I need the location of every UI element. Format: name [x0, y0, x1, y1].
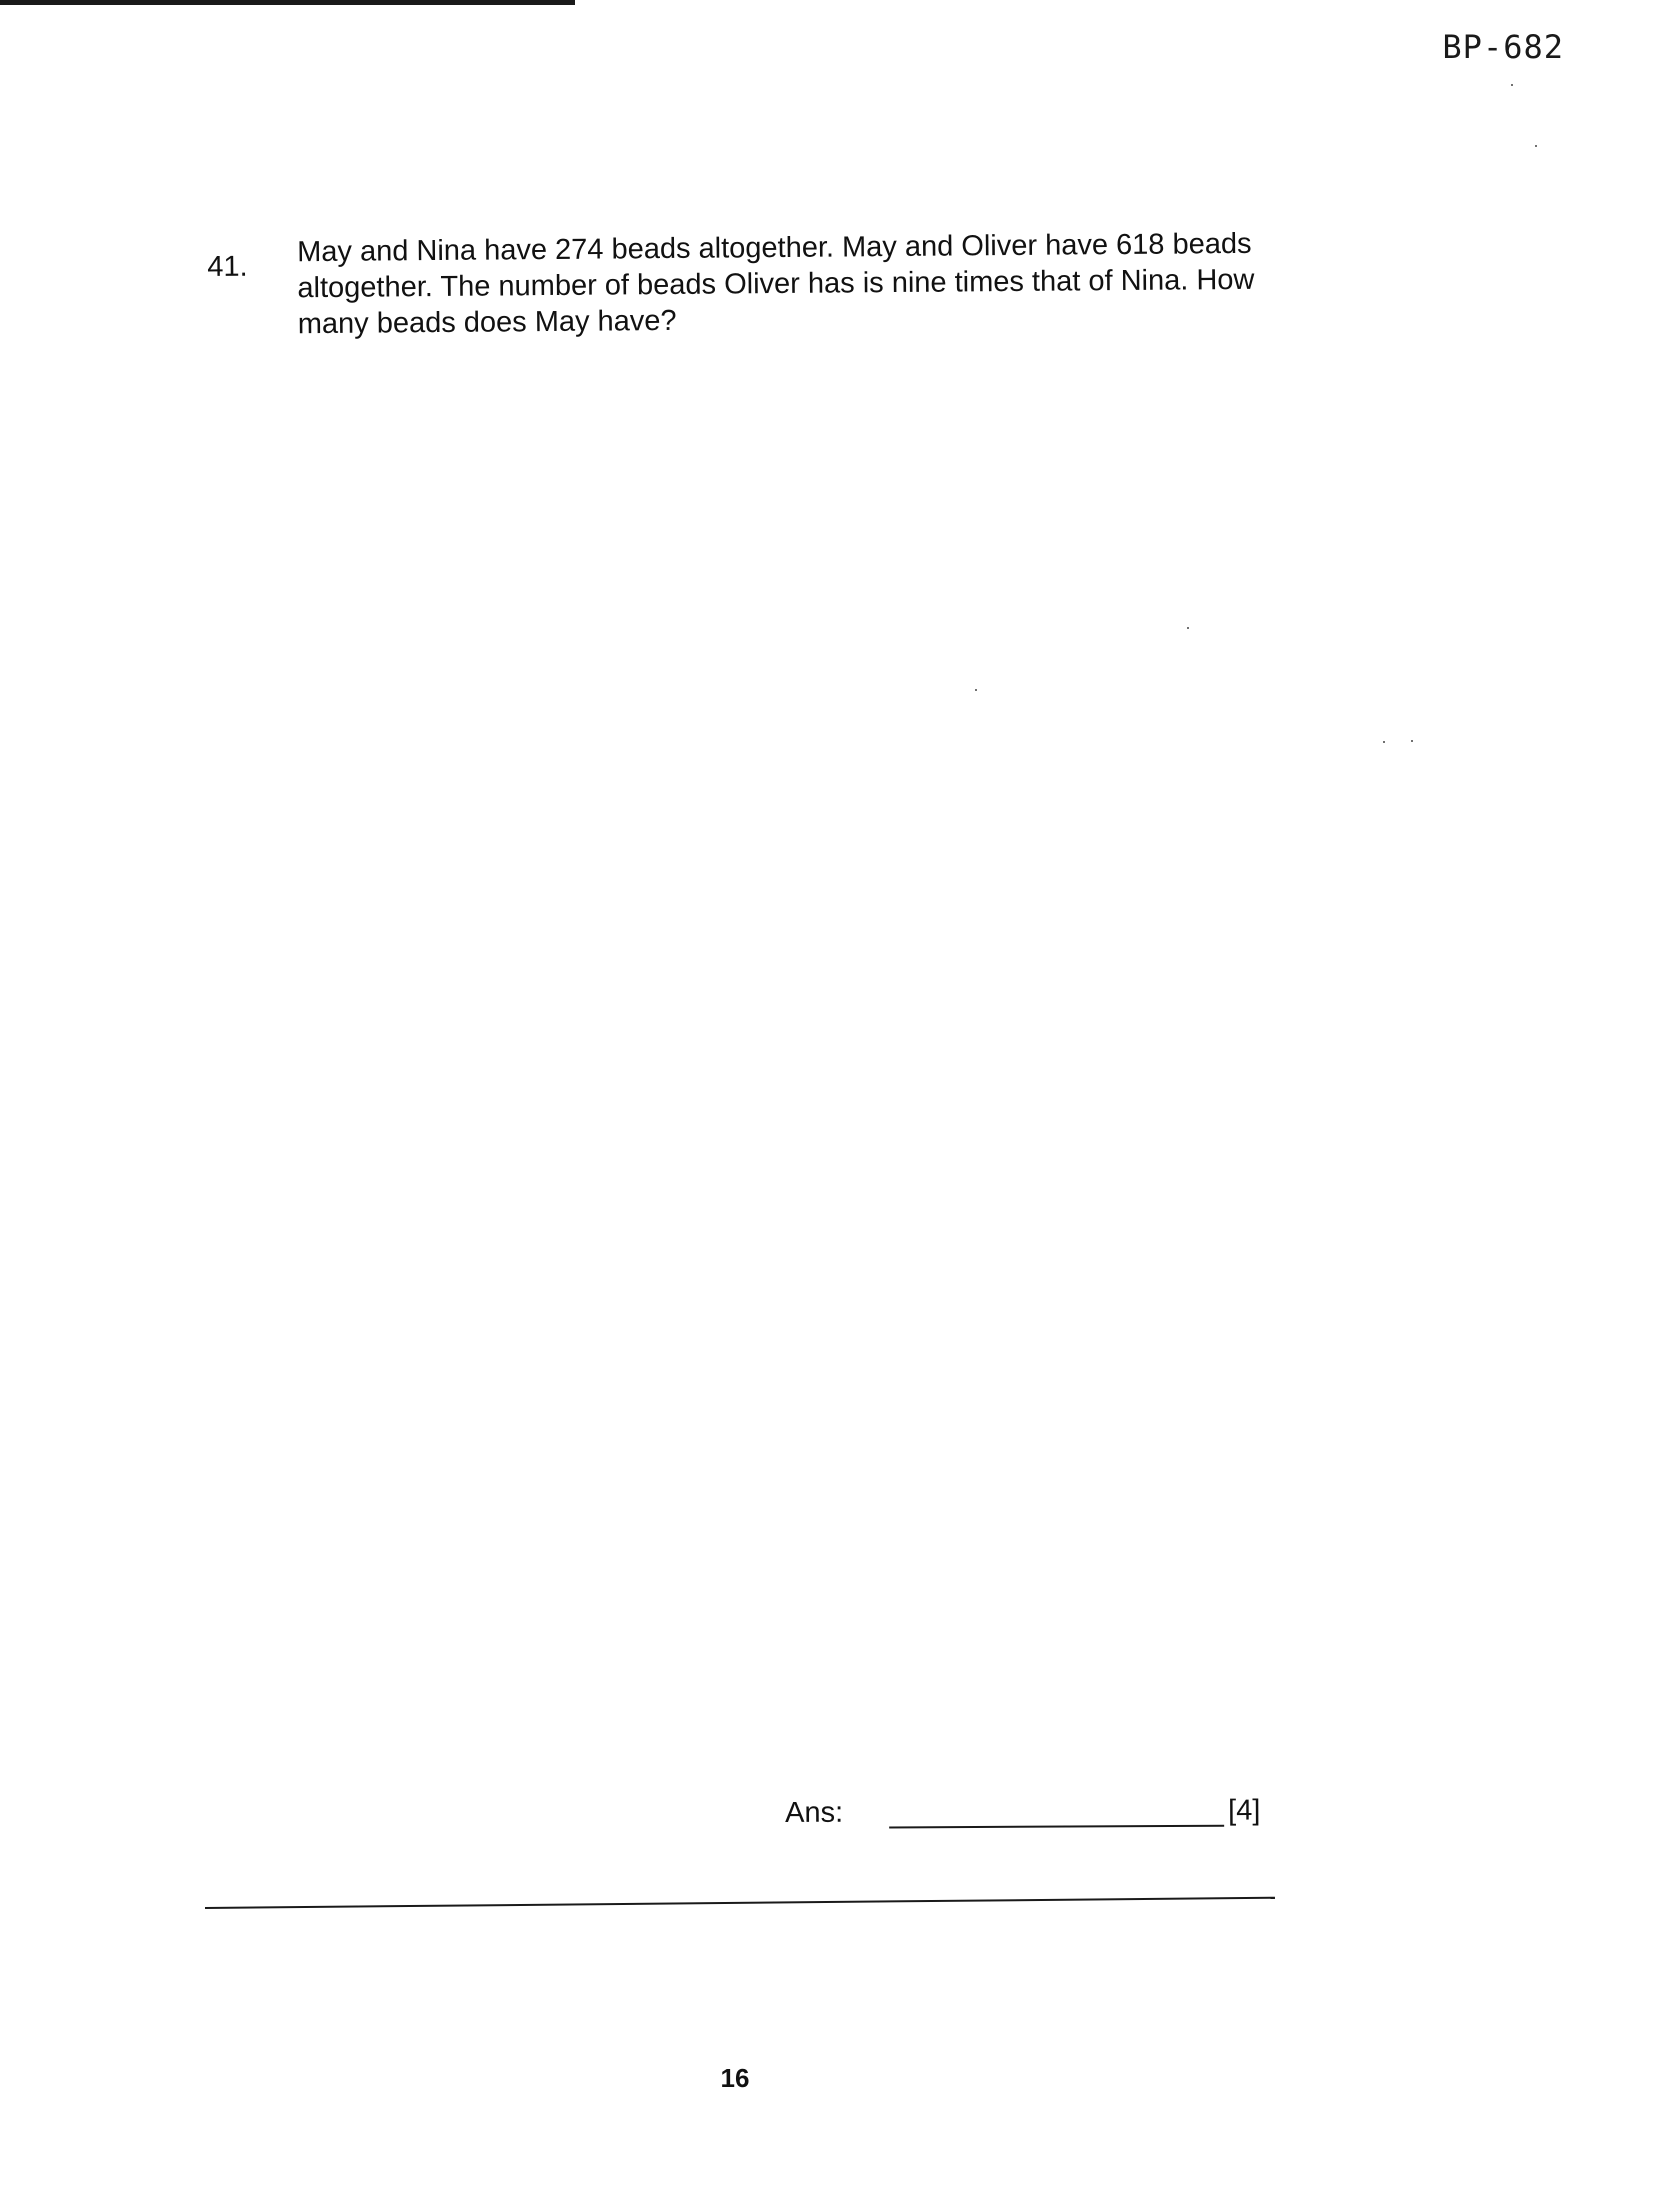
scan-speck: [1411, 740, 1413, 742]
section-divider: [205, 1897, 1275, 1909]
scan-speck: [1383, 741, 1385, 743]
question-text: May and Nina have 274 beads altogether. May and Oliver have 618 beads altogether. The number of beads Oliver has is nine times that of Nina. How many beads does May have?: [297, 227, 1255, 341]
document-code: BP-682: [1442, 28, 1564, 66]
page-number: 16: [720, 2063, 750, 2093]
scan-speck: [1535, 145, 1537, 147]
answer-marks: [4]: [1228, 1794, 1261, 1827]
scan-speck: [1511, 84, 1513, 86]
scan-speck: [975, 689, 977, 691]
scan-edge-line: [0, 0, 575, 5]
answer-blank[interactable]: [889, 1795, 1224, 1829]
question-block: [207, 226, 1268, 343]
question-number: 41.: [207, 250, 248, 283]
answer-label: Ans:: [785, 1796, 844, 1829]
scan-speck: [1187, 627, 1189, 629]
answer-row: [785, 1793, 1260, 1831]
